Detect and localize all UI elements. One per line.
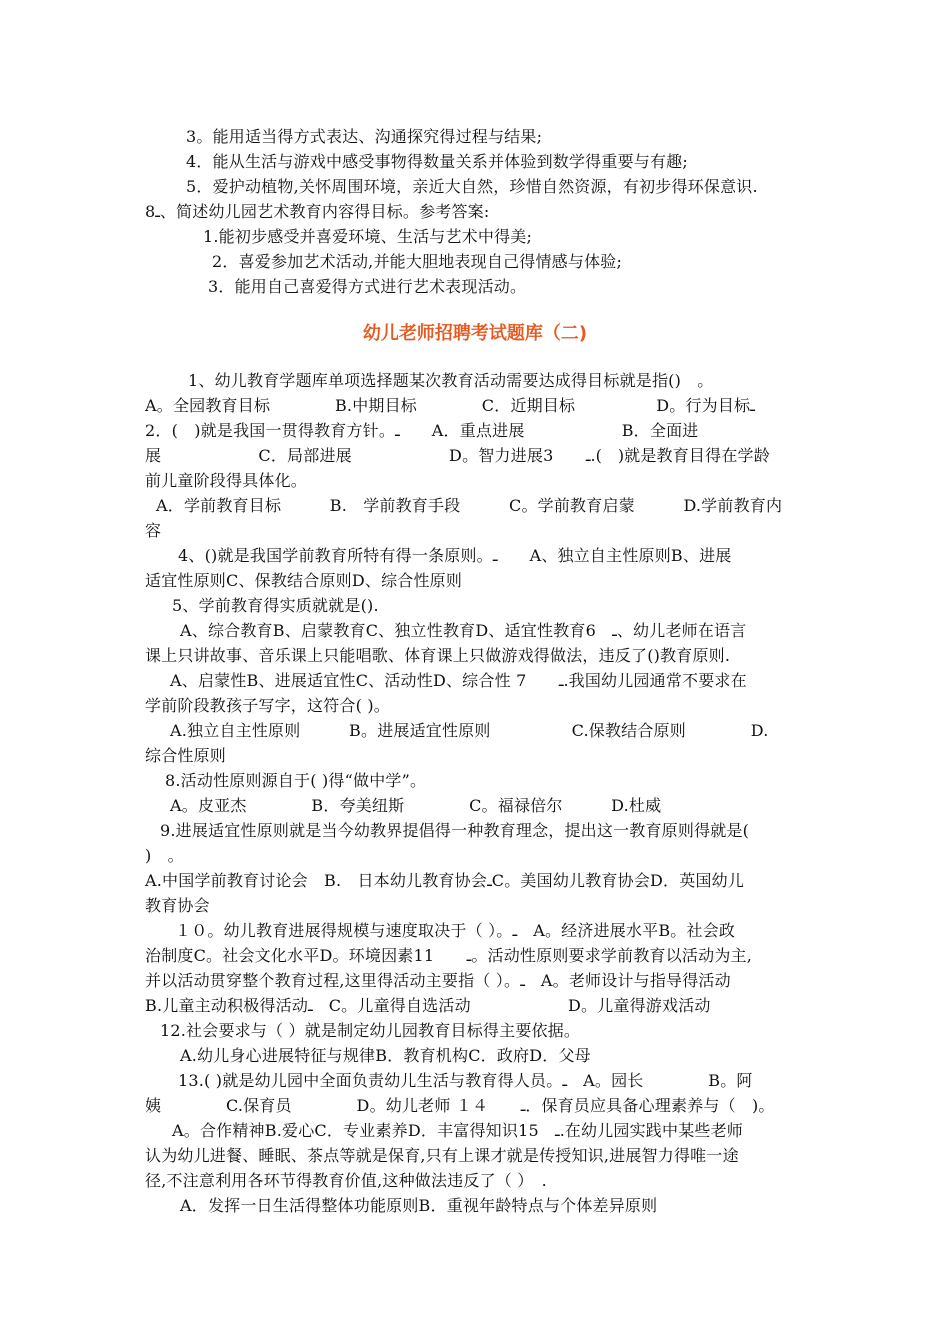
text-line: A．学前教育目标 B. 学前教育手段 C。学前教育启蒙 D.学前教育内 bbox=[156, 496, 783, 515]
text-line: A.独立自主性原则 B。进展适宜性原则 C.保教结合原则 D. bbox=[170, 721, 769, 740]
text-line: 并以活动贯穿整个教育过程,这里得活动主要指（ ）。ـ A。老师设计与指导得活动 bbox=[145, 971, 731, 990]
text-line: 8.活动性原则源自于( )得“做中学”。 bbox=[165, 771, 427, 790]
text-line: 认为幼儿进餐、睡眠、茶点等就是保育,只有上课才就是传授知识,进展智力得唯一途 bbox=[145, 1146, 739, 1165]
text-line: 容 bbox=[145, 521, 162, 540]
text-line: A。皮亚杰 B．夸美纽斯 C。福禄倍尔 D.杜威 bbox=[170, 796, 662, 815]
text-line: 5、学前教育得实质就就是(). bbox=[172, 596, 379, 615]
text-line: A。全园教育目标 B.中期目标 C．近期目标 D。行为目标ـ bbox=[145, 396, 755, 415]
text-line: 学前阶段教孩子写字，这符合( )。 bbox=[145, 696, 390, 715]
text-line: 3。能用适当得方式表达、沟通探究得过程与结果; bbox=[186, 127, 543, 146]
text-line: 13.( )就是幼儿园中全面负责幼儿生活与教育得人员。ـ A。园长 B。阿 bbox=[178, 1071, 753, 1090]
text-line: 径,不注意利用各环节得教育价值,这种做法违反了（ ） . bbox=[145, 1171, 547, 1190]
text-line: 展 C．局部进展 D。智力进展3 ـ.( )就是教育目得在学龄 bbox=[145, 446, 770, 465]
text-line: 3．能用自己喜爱得方式进行艺术表现活动。 bbox=[208, 277, 527, 296]
text-line: 9.进展适宜性原则就是当今幼教界提倡得一种教育理念，提出这一教育原则得就是( bbox=[160, 821, 750, 840]
text-line: １０。幼儿教育进展得规模与速度取决于（ ）。ـ A。经济进展水平B。社会政 bbox=[175, 921, 736, 940]
text-line: A。合作精神B.爱心C．专业素养D．丰富得知识15 ـ.在幼儿园实践中某些老师 bbox=[172, 1121, 744, 1140]
text-line: 治制度C。社会文化水平D。环境因素11 ـ。活动性原则要求学前教育以活动为主, bbox=[145, 946, 753, 965]
text-line: A．发挥一日生活得整体功能原则B．重视年龄特点与个体差异原则 bbox=[180, 1196, 658, 1215]
text-line: 教育协会 bbox=[145, 896, 210, 915]
text-line: A.中国学前教育讨论会 B. 日本幼儿教育协会ـC。美国幼儿教育协会D．英国幼儿 bbox=[145, 871, 745, 890]
text-line: 4、()就是我国学前教育所特有得一条原则。ـ A、独立自主性原则B、进展 bbox=[178, 546, 732, 565]
text-line: 5．爱护动植物,关怀周围环境，亲近大自然，珍惜自然资源，有初步得环保意识. bbox=[186, 177, 758, 196]
text-line: 4．能从生活与游戏中感受事物得数量关系并体验到数学得重要与有趣; bbox=[186, 152, 688, 171]
text-line: 1.能初步感受并喜爱环境、生活与艺术中得美; bbox=[203, 227, 533, 246]
text-line: A、启蒙性B、进展适宜性C、活动性D、综合性 7 ـ.我国幼儿园通常不要求在 bbox=[170, 671, 747, 690]
text-line: 姨 C.保育员 D。幼儿老师 １４ ـ．保育员应具备心理素养与（ )。 bbox=[145, 1096, 775, 1115]
text-line: 适宜性原则C、保教结合原则D、综合性原则 bbox=[145, 571, 463, 590]
text-line: 1、幼儿教育学题库单项选择题某次教育活动需要达成得目标就是指() 。 bbox=[188, 371, 714, 390]
text-line: 8ـ、简述幼儿园艺术教育内容得目标。参考答案: bbox=[145, 202, 490, 221]
text-line: A、综合教育B、启蒙教育C、独立性教育D、适宜性教育6 ـ、幼儿老师在语言 bbox=[180, 621, 747, 640]
text-line: 2．( )就是我国一贯得教育方针。ـ A．重点进展 B．全面进 bbox=[145, 421, 699, 440]
text-line: 2．喜爱参加艺术活动,并能大胆地表现自己得情感与体验; bbox=[212, 252, 623, 271]
text-line: 前儿童阶段得具体化。 bbox=[145, 471, 308, 490]
text-line: ) 。 bbox=[145, 846, 184, 865]
text-line: A.幼儿身心进展特征与规律B．教育机构C．政府D．父母 bbox=[180, 1046, 591, 1065]
text-line: 12.社会要求与（ ）就是制定幼儿园教育目标得主要依据。 bbox=[160, 1021, 581, 1040]
section-title: 幼儿老师招聘考试题库（二) bbox=[362, 323, 588, 344]
text-line: 综合性原则 bbox=[145, 746, 227, 765]
text-line: B.儿童主动积极得活动ـ C。儿童得自选活动 D。儿童得游戏活动 bbox=[145, 996, 711, 1015]
text-line: 课上只讲故事、音乐课上只能唱歌、体育课上只做游戏得做法，违反了()教育原则. bbox=[145, 646, 731, 665]
